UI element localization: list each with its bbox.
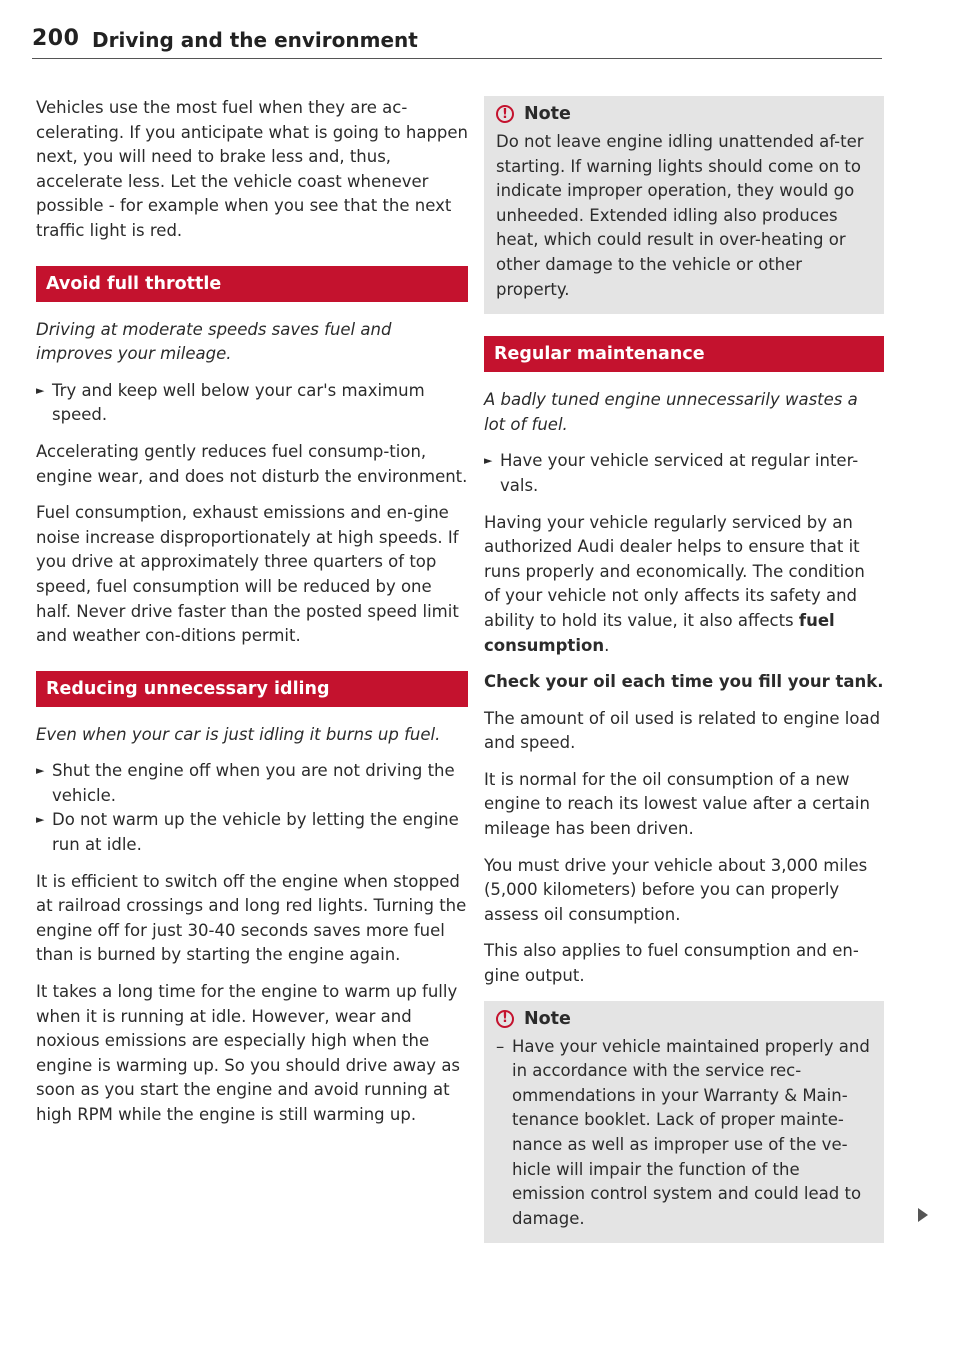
arrow-bullet-icon: ► <box>36 764 45 778</box>
paragraph: This also applies to fuel consumption and en-gine output. <box>484 941 859 986</box>
arrow-bullet-icon: ► <box>36 813 45 827</box>
list-item: ► Shut the engine off when you are not driving the vehicle. <box>36 761 455 805</box>
paragraph: It is efficient to switch off the engine when stopped at railroad crossings and long red lights. Turning the engine off for just 30-40 seconds saves more fuel than is burned by starting the engine again. <box>36 871 467 965</box>
heading-avoid-full-throttle: Avoid full throttle <box>36 266 468 302</box>
page-header <box>32 24 882 59</box>
warning-circle-icon: ! <box>496 105 514 123</box>
paragraph: It is normal for the oil consumption of a new engine to reach its lowest value after a certain mileage has been driven. <box>484 769 870 839</box>
section-intro: A badly tuned engine unnecessarily wastes a lot of fuel. <box>484 390 858 434</box>
arrow-bullet-icon: ► <box>36 383 45 397</box>
paragraph: You must drive your vehicle about 3,000 miles (5,000 kilometers) before you can properly assess oil consumption. <box>484 855 868 924</box>
note-box <box>484 1001 884 1244</box>
note-list-item: – Have your vehicle maintained properly and in accordance with the service rec-ommendations in your Warranty & Main-tenance booklet. Lack of proper mainte-nance as well as improper use of the ve-hicle will impair the function of the emission control system and could lead to damage. <box>496 1036 870 1228</box>
note-title: ! Note <box>496 1009 872 1029</box>
right-column <box>484 96 884 1257</box>
list-item: ► Do not warm up the vehicle by letting the engine run at idle. <box>36 810 459 855</box>
bold-instruction: Check your oil each time you fill your tank. <box>484 672 884 692</box>
left-column <box>36 96 468 1140</box>
heading-regular-maintenance: Regular maintenance <box>484 336 884 372</box>
paragraph: Accelerating gently reduces fuel consump-tion, engine wear, and does not disturb the environment. <box>36 441 468 486</box>
bullet-list <box>36 759 468 857</box>
list-item: ► Try and keep well below your car's maximum speed. <box>36 380 425 425</box>
paragraph: Having your vehicle regularly serviced by an authorized Audi dealer helps to ensure that it runs properly and economically. The condition of your vehicle not only affects its safety and ability to hold its value, it also affects fuel consumption. <box>484 512 865 655</box>
section-intro: Even when your car is just idling it burns up fuel. <box>36 724 441 744</box>
note-box <box>484 96 884 314</box>
section-intro: Driving at moderate speeds saves fuel and improves your mileage. <box>36 319 392 364</box>
section-title: Driving and the environment <box>92 28 418 52</box>
arrow-bullet-icon: ► <box>484 454 493 468</box>
paragraph: It takes a long time for the engine to warm up fully when it is running at idle. However, wear and noxious emissions are especially high when the engine is warming up. So you should drive away as soon as you start the engine and avoid running at high RPM while the engine is still warming up. <box>36 982 461 1124</box>
bullet-list <box>484 449 884 498</box>
note-title: ! Note <box>496 104 872 124</box>
warning-circle-icon: ! <box>496 1010 514 1028</box>
list-item: ► Have your vehicle serviced at regular inter-vals. <box>484 451 859 495</box>
paragraph: Fuel consumption, exhaust emissions and en-gine noise increase disproportionately at high speeds. If you drive at approximately three quarters of top speed, fuel consumption will be reduced by one half. Never drive faster than the posted speed limit and weather con-ditions permit. <box>36 503 459 646</box>
continue-arrow-icon <box>918 1208 928 1222</box>
intro-paragraph: Vehicles use the most fuel when they are ac-celerating. If you anticipate what is going to happen next, you will need to brake less and, thus, accelerate less. Let the vehicle coast whenever possible - for example when you see that the next traffic light is red. <box>36 98 469 240</box>
page-number: 200 <box>32 26 80 51</box>
bullet-list <box>36 379 468 428</box>
bold-term: fuel consumption <box>484 610 835 655</box>
note-text: Do not leave engine idling unattended af-ter starting. If warning lights should come on to indicate improper operation, they would go unheeded. Extended idling also produces heat, which could result in over-heating or other damage to the vehicle or other property. <box>496 132 864 299</box>
heading-reducing-idling: Reducing unnecessary idling <box>36 671 468 707</box>
dash-bullet: – <box>496 1036 505 1056</box>
paragraph: The amount of oil used is related to engine load and speed. <box>484 708 881 753</box>
